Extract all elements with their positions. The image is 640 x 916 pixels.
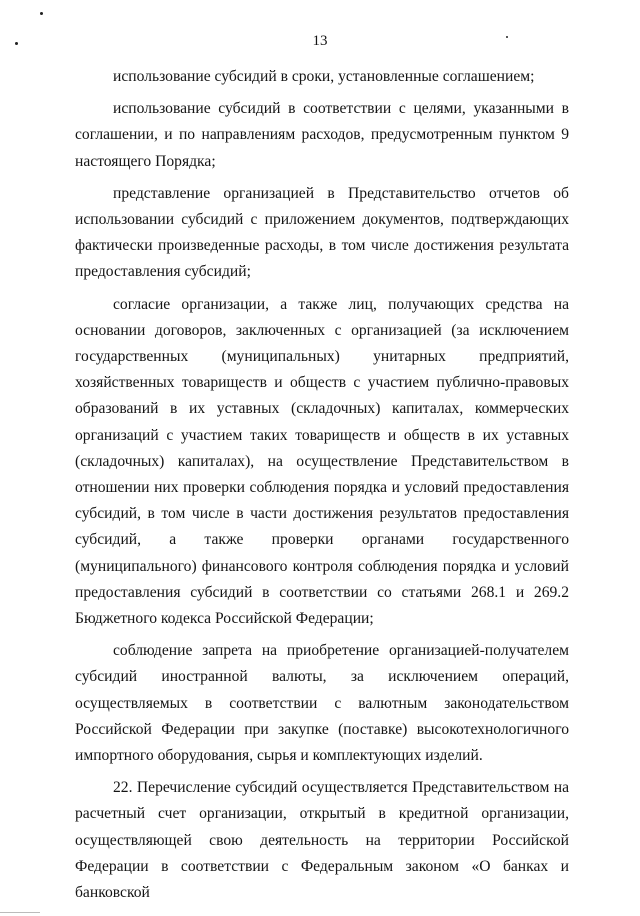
paragraph-reports: представление организацией в Представительство отчетов об использовании субсидий с приложением документов, подтверждающих фактически произведенные расходы, в том числе достижения результата предоставления субсидий;: [75, 184, 569, 281]
paragraph-currency-ban: соблюдение запрета на приобретение организацией-получателем субсидий иностранной валюты, за исключением операций, осуществляемых в соответствии с валютным законодательством Российской Федерации при закупке (поставке) высокотехнологичного импортного оборудования, сырья и комплектующих изделий.: [75, 642, 569, 765]
paragraph-subsidy-purposes: использование субсидий в соответствии с целями, указанными в соглашении, и по направлениям расходов, предусмотренным пунктом 9 настоящего Порядка;: [75, 100, 569, 170]
scan-speck: [40, 12, 43, 15]
paragraph-subsidy-deadlines: использование субсидий в сроки, установленные соглашением;: [113, 68, 535, 85]
paragraph-consent-to-audit: согласие организации, а также лиц, получающих средства на основании договоров, заключенных с организацией (за исключением государственных (муниципальных) унитарных предприятий, хозяйственных товариществ и обществ с участием публично-правовых образований в их уставных (складочных) капиталах, коммерческих организаций с участием таких товариществ и обществ в их уставных (складочных) капиталах), на осуществление Представительством в отношении них проверки соблюдения порядка и условий предоставления субсидий, в том числе в части достижения результатов предоставления субсидий, а также проверки органами государственного (муниципального) финансового контроля соблюдения порядка и условий предоставления субсидий в соответствии со статьями 268.1 и 269.2 Бюджетного кодекса Российской Федерации;: [75, 295, 569, 628]
document-body: [75, 64, 569, 906]
page-number: 13: [312, 33, 328, 49]
paragraph-22-transfer: 22. Перечисление субсидий осуществляется Представительством на расчетный счет организации, открытый в кредитной организации, осуществляющей свою деятельность на территории Российской Федерации в соответствии с Федеральным законом «О банках и банковской: [75, 779, 569, 902]
footer-rule: [0, 912, 40, 913]
